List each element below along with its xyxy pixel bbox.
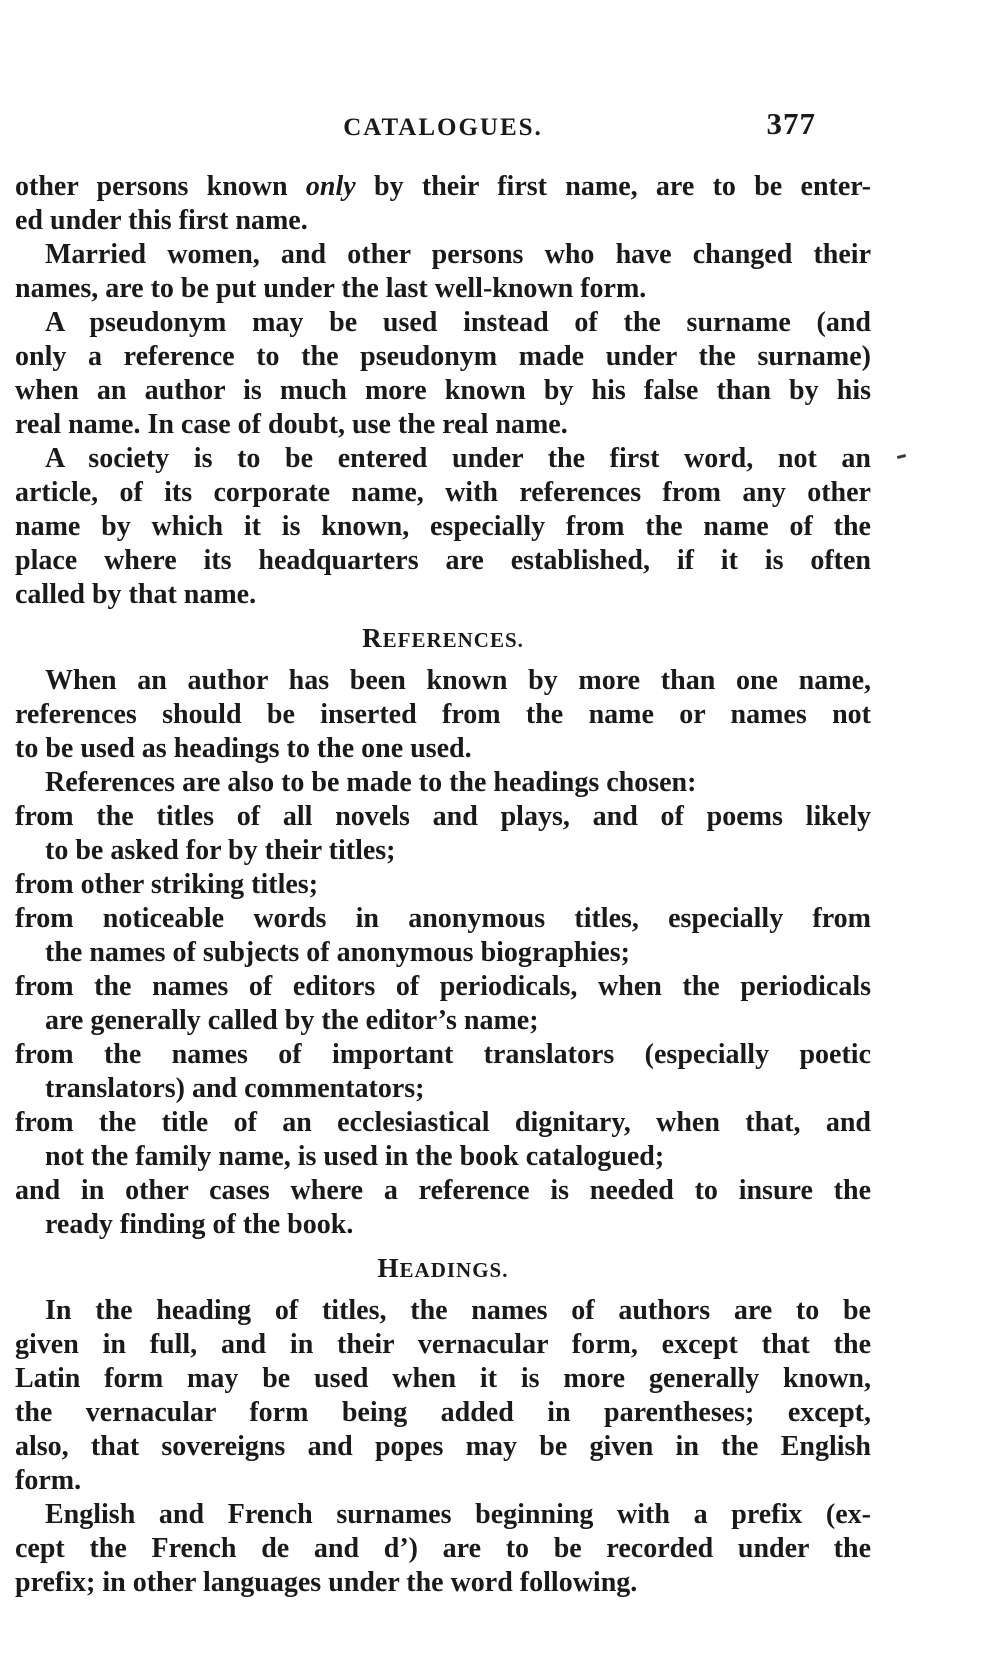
paragraph xyxy=(15,664,871,766)
text-line: cept the French de and d’) are to be recorded under the xyxy=(15,1533,871,1564)
section-heading-rest: EADINGS. xyxy=(399,1258,509,1282)
text-line: names, are to be put under the last well-known form. xyxy=(15,273,647,304)
text-line: called by that name. xyxy=(15,579,257,610)
paragraph xyxy=(15,238,871,306)
text-line: Married women, and other persons who have changed their xyxy=(45,239,871,270)
text-line: In the heading of titles, the names of authors are to be xyxy=(45,1295,871,1326)
section-heading xyxy=(15,621,871,657)
section-heading xyxy=(15,1251,871,1287)
text-line: A society is to be entered under the first word, not an xyxy=(45,443,871,474)
text-line: from the titles of all novels and plays, and of poems likely xyxy=(15,801,871,832)
text-line: from the names of important translators (especially poetic xyxy=(15,1039,871,1070)
text-line: When an author has been known by more than one name, xyxy=(45,665,871,696)
text-line: ed under this first name. xyxy=(15,205,308,236)
text-line: also, that sovereigns and popes may be given in the English xyxy=(15,1431,871,1462)
text-line: form. xyxy=(15,1465,82,1496)
paragraph xyxy=(15,1038,871,1106)
paragraph xyxy=(15,902,871,970)
paragraph xyxy=(15,970,871,1038)
section-heading-lead: H xyxy=(377,1253,400,1283)
text-line: from the title of an ecclesiastical dignitary, when that, and xyxy=(15,1107,871,1138)
text-line: translators) and commentators; xyxy=(45,1073,425,1104)
text-line: English and French surnames beginning with a prefix (ex- xyxy=(45,1499,871,1530)
text-line: Latin form may be used when it is more generally known, xyxy=(15,1363,871,1394)
paragraph xyxy=(15,306,871,442)
text-line: References are also to be made to the headings chosen: xyxy=(45,767,697,798)
text-line: name by which it is known, especially from the name of the xyxy=(15,511,871,542)
text-line: are generally called by the editor’s name; xyxy=(45,1005,539,1036)
paragraph xyxy=(15,766,871,800)
paragraph xyxy=(15,868,871,902)
section-heading-rest: EFERENCES. xyxy=(382,628,524,652)
text-line: from the names of editors of periodicals, when the periodicals xyxy=(15,971,871,1002)
text-run: other persons known xyxy=(15,171,306,202)
paragraph xyxy=(15,1294,871,1498)
scan-artifact-mark xyxy=(897,454,906,459)
text-line: to be asked for by their titles; xyxy=(45,835,396,866)
text-line: the vernacular form being added in parentheses; except, xyxy=(15,1397,871,1428)
text-block xyxy=(15,170,871,1600)
text-line: real name. In case of doubt, use the real name. xyxy=(15,409,568,440)
running-title: CATALOGUES. xyxy=(343,114,543,141)
text-line: given in full, and in their vernacular form, except that the xyxy=(15,1329,871,1360)
text-line: ready finding of the book. xyxy=(45,1209,354,1240)
text-line: A pseudonym may be used instead of the surname (and xyxy=(45,307,871,338)
text-line: not the family name, is used in the book catalogued; xyxy=(45,1141,665,1172)
text-line: the names of subjects of anonymous biographies; xyxy=(45,937,630,968)
text-line: from other striking titles; xyxy=(15,869,319,900)
paragraph xyxy=(15,1498,871,1600)
text-line: prefix; in other languages under the word following. xyxy=(15,1567,638,1598)
paragraph xyxy=(15,1174,871,1242)
text-line: from noticeable words in anonymous titles, especially from xyxy=(15,903,871,934)
text-line: references should be inserted from the name or names not xyxy=(15,699,871,730)
paragraph xyxy=(15,442,871,612)
text-line xyxy=(15,170,871,204)
paragraph xyxy=(15,170,871,238)
paragraph xyxy=(15,1106,871,1174)
text-line: place where its headquarters are established, if it is often xyxy=(15,545,871,576)
text-line: article, of its corporate name, with references from any other xyxy=(15,477,871,508)
page-number: 377 xyxy=(766,106,816,141)
italic-text: only xyxy=(305,171,356,202)
text-run: by their first name, are to be enter- xyxy=(355,171,872,202)
page-header xyxy=(15,106,871,150)
paragraph xyxy=(15,800,871,868)
section-heading-lead: R xyxy=(362,623,383,653)
text-line: to be used as headings to the one used. xyxy=(15,733,472,764)
text-line: and in other cases where a reference is needed to insure the xyxy=(15,1175,871,1206)
text-line: when an author is much more known by his false than by his xyxy=(15,375,871,406)
text-line: only a reference to the pseudonym made under the surname) xyxy=(15,341,871,372)
